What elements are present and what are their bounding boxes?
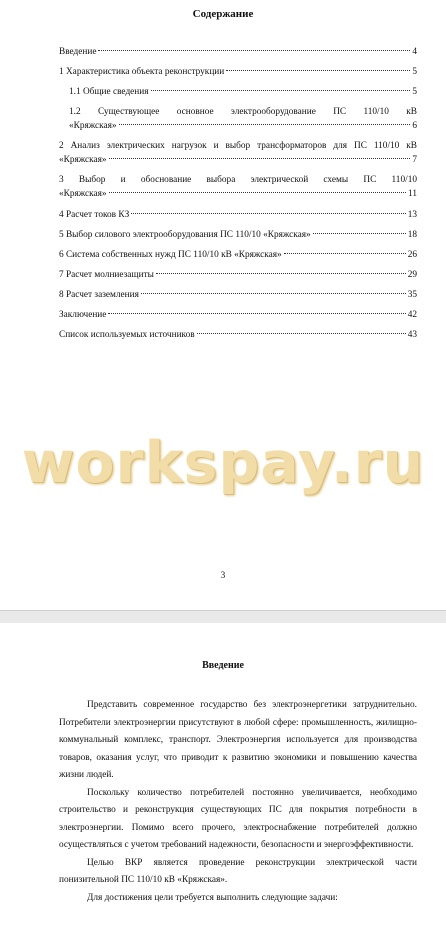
toc-entry-page: 7 bbox=[412, 155, 417, 166]
toc-entry-section-3-line-1[interactable] bbox=[59, 173, 417, 187]
toc-entry-section-2-line-2[interactable] bbox=[59, 153, 417, 167]
toc-entry-page: 29 bbox=[407, 269, 417, 280]
toc-entry-section-7[interactable] bbox=[59, 268, 417, 282]
section-body bbox=[59, 697, 417, 907]
toc-entry-page: 42 bbox=[407, 310, 417, 321]
toc-entry-references[interactable] bbox=[59, 328, 417, 342]
toc-leader-dots bbox=[313, 233, 406, 234]
toc-entry-text: Заключение bbox=[59, 310, 107, 321]
toc-entry-text: 7 Расчет молниезащиты bbox=[59, 269, 154, 280]
paragraph: Представить современное государство без электроэнергетики затруднительно. Потребители электроэнергии присутствуют в любой сфере: промышленность, жилищно-коммунальный комплекс, транспорт. Электроэнергия используется для производства товаров, оказания услуг, что приводит к развитию экономики и повышению качества жизни людей. bbox=[59, 700, 417, 780]
toc-entry-page: 26 bbox=[407, 249, 417, 260]
toc-entry-text: 1.2 Существующее основное электрооборудование ПС 110/10 кВ bbox=[69, 107, 417, 118]
toc-entry-section-1-1[interactable] bbox=[59, 85, 417, 99]
toc-entry-section-6[interactable] bbox=[59, 248, 417, 262]
toc-entry-text: 8 Расчет заземления bbox=[59, 289, 139, 300]
toc-entry-page: 13 bbox=[407, 209, 417, 220]
toc-entry-text: «Кряжская» bbox=[69, 121, 117, 132]
page-number: 3 bbox=[220, 570, 226, 580]
paragraph: Целью ВКР является проведение реконструкции электрической части понизительной ПС 110/10 кВ «Кряжская». bbox=[59, 857, 417, 885]
toc-entry-page: 4 bbox=[412, 47, 417, 57]
watermark-text: workspay.ru bbox=[21, 430, 425, 496]
toc-leader-dots bbox=[156, 273, 406, 274]
toc-entry-text: 6 Система собственных нужд ПС 110/10 кВ «Кряжская» bbox=[59, 249, 282, 260]
toc-leader-dots bbox=[284, 253, 406, 254]
toc-entry-text: 4 Расчет токов КЗ bbox=[59, 209, 130, 220]
toc-leader-dots bbox=[109, 158, 411, 159]
toc-leader-dots bbox=[131, 213, 405, 214]
toc-entry-text: 1.1 Общие сведения bbox=[69, 87, 149, 98]
toc-leader-dots bbox=[151, 90, 411, 91]
toc-entry-text: «Кряжская» bbox=[59, 189, 107, 200]
toc-entry-page: 18 bbox=[407, 229, 417, 240]
toc-entry-text: Список используемых источников bbox=[59, 330, 195, 341]
toc-leader-dots bbox=[119, 124, 411, 125]
toc-entry-text: 1 Характеристика объекта реконструкции bbox=[59, 67, 225, 78]
toc-entry-page: 35 bbox=[407, 289, 417, 300]
toc-entry-section-1[interactable] bbox=[59, 65, 417, 79]
toc-leader-dots bbox=[141, 293, 406, 294]
document-page-2 bbox=[0, 623, 446, 936]
paragraph: Для достижения цели требуется выполнить следующие задачи: bbox=[87, 892, 338, 903]
toc-entry-text: 3 Выбор и обоснование выбора электрической схемы ПС 110/10 bbox=[59, 175, 417, 186]
toc-entry-conclusion[interactable] bbox=[59, 308, 417, 322]
toc-leader-dots bbox=[98, 50, 410, 51]
toc-entry-text: Введение bbox=[59, 47, 97, 57]
toc-entry-section-2-line-1[interactable] bbox=[59, 139, 417, 153]
toc-entry-page: 5 bbox=[412, 67, 417, 78]
toc-leader-dots bbox=[108, 313, 405, 314]
toc-leader-dots bbox=[197, 333, 406, 334]
toc-entry-section-4[interactable] bbox=[59, 208, 417, 222]
section-title: Введение bbox=[202, 660, 244, 671]
toc-entry-text: 5 Выбор силового электрооборудования ПС 110/10 «Кряжская» bbox=[59, 229, 311, 240]
toc-entry-page: 6 bbox=[412, 121, 417, 132]
toc-entry-text: «Кряжская» bbox=[59, 155, 107, 166]
toc-entry-page: 43 bbox=[407, 330, 417, 341]
toc-title: Содержание bbox=[192, 8, 254, 20]
toc-leader-dots bbox=[226, 70, 410, 71]
toc-entry-section-1-2-line-1[interactable] bbox=[59, 105, 417, 119]
paragraph: Поскольку количество потребителей постоянно увеличивается, необходимо строительство и реконструкция существующих ПС для покрытия потребности в электроэнергии. Помимо всего прочего, электроснабжение потребителей должно осуществляться с учетом требований надежности, безопасности и энергоэффективности. bbox=[59, 787, 417, 850]
toc-leader-dots bbox=[109, 192, 406, 193]
toc-entry-section-1-2-line-2[interactable] bbox=[59, 119, 417, 133]
toc-entry-section-5[interactable] bbox=[59, 228, 417, 242]
toc-entry-page: 5 bbox=[412, 87, 417, 98]
table-of-contents bbox=[59, 45, 417, 348]
toc-entry-section-3-line-2[interactable] bbox=[59, 187, 417, 201]
toc-entry-text: 2 Анализ электрических нагрузок и выбор трансформаторов для ПС 110/10 кВ bbox=[59, 141, 417, 152]
toc-entry-introduction[interactable] bbox=[59, 45, 417, 59]
toc-entry-page: 11 bbox=[408, 189, 417, 200]
toc-entry-section-8[interactable] bbox=[59, 288, 417, 302]
page-separator bbox=[0, 610, 446, 624]
